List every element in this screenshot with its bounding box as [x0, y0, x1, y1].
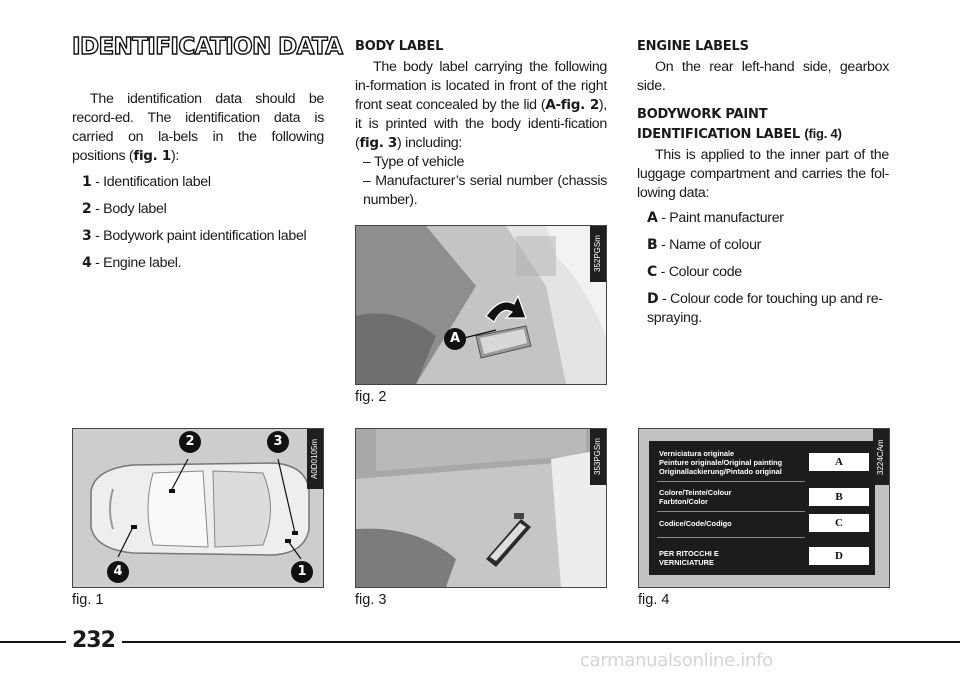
engine-labels-paragraph: On the rear left-hand side, gearbox side.	[637, 59, 889, 94]
floor-lid-illustration	[356, 226, 606, 384]
plate-row-c-text: Codice/Code/Codigo	[659, 519, 732, 528]
dash-item: – Manufacturer’s serial number (chassis number).	[363, 173, 607, 208]
paint-label-paragraph: This is applied to the inner part of the luggage compartment and carries the fol-lowing data:	[637, 147, 889, 201]
plate-row-a-text: Verniciatura originale Peinture originale/Original painting Originallackierung/Pintado original	[659, 449, 783, 476]
callout-a: A	[444, 328, 466, 350]
right-column	[637, 37, 889, 328]
plate-box-b: B	[809, 488, 869, 506]
list-item: D - Colour code for touching up and re-spraying.	[647, 291, 883, 326]
figure-4	[638, 428, 890, 588]
plate-box-d: D	[809, 547, 869, 565]
list-item: 3 - Bodywork paint identification label	[82, 228, 307, 244]
intro-paragraph: The identification data should be record-ed. The identification data is carried on la-bels in the following positions (fig. 1):	[72, 91, 324, 164]
figure-3	[355, 428, 607, 588]
middle-column	[355, 37, 607, 210]
list-item: 4 - Engine label.	[82, 255, 182, 271]
list-item: 2 - Body label	[82, 201, 167, 217]
figure-2-caption: fig. 2	[355, 389, 387, 405]
list-item: C - Colour code	[647, 264, 742, 280]
paint-label-heading: BODYWORK PAINT	[637, 107, 768, 122]
plate-divider	[657, 511, 805, 512]
page-number: 232	[72, 628, 115, 653]
callout-3: 3	[267, 431, 289, 453]
callout-4: 4	[107, 561, 129, 583]
paint-label-heading-line2: IDENTIFICATION LABEL (fig. 4)	[637, 126, 842, 142]
body-label-paragraph: The body label carrying the following in-formation is located in front of the right front seat concealed by the lid (A-fig. 2), it is printed with the body identi-fication (fig. 3) including:	[355, 59, 607, 151]
plate-row-b-text: Colore/Teinte/Colour Farbton/Color	[659, 488, 732, 506]
figure-4-caption: fig. 4	[638, 592, 670, 608]
dash-item: – Type of vehicle	[363, 154, 465, 170]
figure-code: 3224CAm	[873, 429, 889, 485]
footer-rule-right	[122, 641, 960, 643]
plate-box-c: C	[809, 514, 869, 532]
plate-row-d-text: PER RITOCCHI E VERNICIATURE	[659, 549, 719, 567]
list-item: 1 - Identification label	[82, 174, 211, 190]
watermark: carmanualsonline.info	[580, 650, 773, 671]
left-column	[72, 90, 324, 281]
callout-1: 1	[291, 561, 313, 583]
figure-3-caption: fig. 3	[355, 592, 387, 608]
floor-label-illustration	[356, 429, 606, 587]
figure-2	[355, 225, 607, 385]
footer-rule-left	[0, 641, 66, 643]
plate-box-a: A	[809, 453, 869, 471]
figure-1-caption: fig. 1	[72, 592, 104, 608]
body-label-heading: BODY LABEL	[355, 39, 444, 54]
callout-2: 2	[179, 431, 201, 453]
plate-divider	[657, 537, 805, 538]
paint-label-plate	[649, 441, 875, 575]
figure-1	[72, 428, 324, 588]
figure-code: 352PGSm	[590, 226, 606, 282]
engine-labels-heading: ENGINE LABELS	[637, 39, 749, 54]
list-item: A - Paint manufacturer	[647, 210, 784, 226]
figure-code: A0D0105m	[307, 429, 323, 489]
page-title: IDENTIFICATION DATA	[72, 34, 343, 60]
plate-divider	[657, 481, 805, 482]
figure-code: 353PGSm	[590, 429, 606, 485]
list-item: B - Name of colour	[647, 237, 762, 253]
